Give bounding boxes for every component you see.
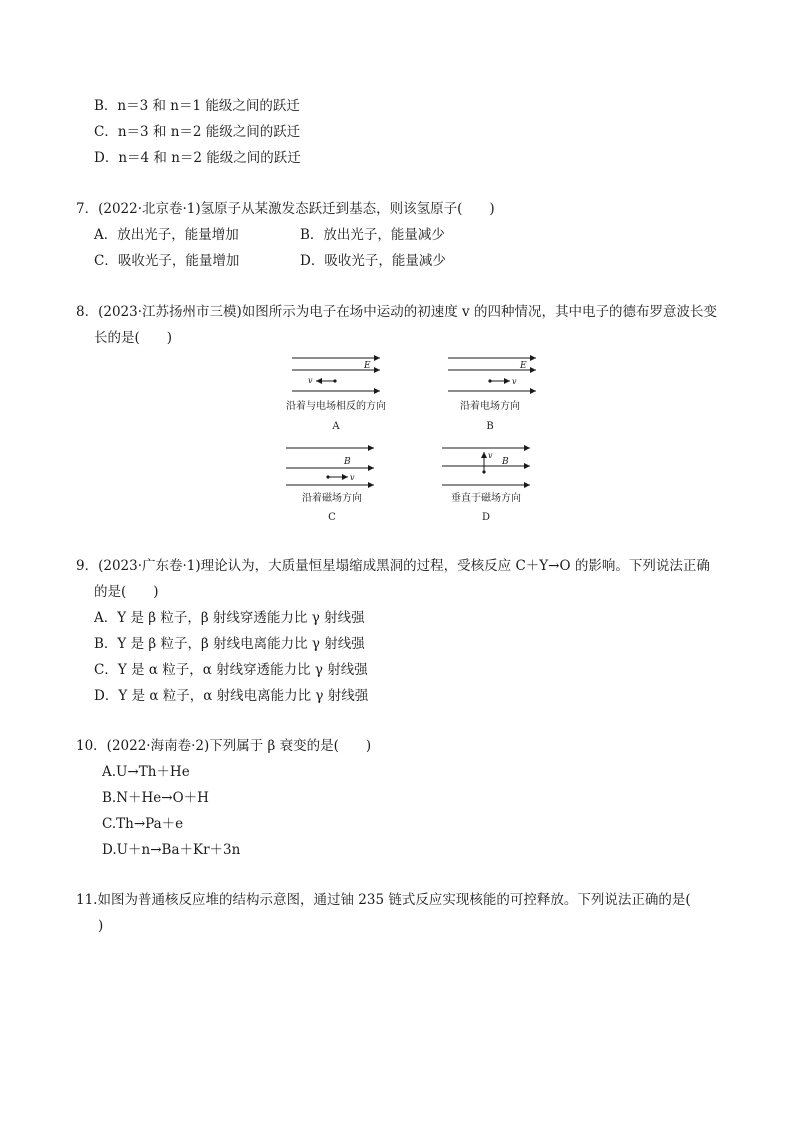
panel-d xyxy=(442,448,530,523)
panel-a xyxy=(286,358,386,432)
q9-option-d: D．Y 是 α 粒子，α 射线电离能力比 γ 射线强 xyxy=(94,688,369,704)
q9-option-c: C．Y 是 α 粒子，α 射线穿透能力比 γ 射线强 xyxy=(94,662,368,678)
q7-option-b: B．放出光子，能量减少 xyxy=(300,227,445,243)
letter-d: D xyxy=(481,512,491,523)
q7-option-c: C．吸收光子，能量增加 xyxy=(94,253,240,269)
q6-option-d: D．n＝4 和 n＝2 能级之间的跃迁 xyxy=(94,150,301,166)
letter-a: A xyxy=(332,421,340,432)
caption-b: 沿着电场方向 xyxy=(460,401,520,412)
caption-c: 沿着磁场方向 xyxy=(302,493,362,504)
q10-option-c: C.Th→Pa＋e xyxy=(102,816,184,832)
q7-option-d: D．吸收光子，能量减少 xyxy=(300,253,446,269)
q10-option-d: D.U＋n→Ba＋Kr＋3n xyxy=(102,842,241,858)
q11-stem-line2: ) xyxy=(98,918,104,934)
label-v-c: v xyxy=(350,473,355,482)
q6-option-c: C．n＝3 和 n＝2 能级之间的跃迁 xyxy=(94,124,301,140)
electron-a xyxy=(333,379,336,382)
label-e-b: E xyxy=(520,361,527,371)
q6-option-b: B．n＝3 和 n＝1 能级之间的跃迁 xyxy=(94,98,300,114)
label-v-a: v xyxy=(308,376,313,385)
letter-c: C xyxy=(328,512,336,523)
q8-figure xyxy=(268,348,548,528)
label-b-d: B xyxy=(502,457,509,467)
q10-option-b: B.N＋He→O＋H xyxy=(102,790,209,806)
q7-option-a: A．放出光子，能量增加 xyxy=(94,227,239,243)
q8-stem-line2: 长的是( ) xyxy=(94,330,173,346)
q8-stem-line1: 8．(2023·江苏扬州市三模)如图所示为电子在场中运动的初速度 v 的四种情况，其中电子的德布罗意波长变 xyxy=(76,304,717,320)
label-e-a: E xyxy=(364,361,371,371)
label-v-d: v xyxy=(488,451,493,460)
q7-stem: 7．(2022·北京卷·1)氢原子从某激发态跃迁到基态，则该氢原子( ) xyxy=(76,201,495,217)
label-b-c: B xyxy=(344,457,351,467)
q11-stem-line1: 11.如图为普通核反应堆的结构示意图，通过铀 235 链式反应实现核能的可控释放。下列说法正确的是( xyxy=(76,892,691,908)
q10-stem: 10．(2022·海南卷·2)下列属于 β 衰变的是( ) xyxy=(76,738,372,754)
q9-option-b: B．Y 是 β 粒子，β 射线电离能力比 γ 射线强 xyxy=(94,636,365,652)
q9-stem-line1: 9．(2023·广东卷·1)理论认为，大质量恒星塌缩成黑洞的过程，受核反应 C＋Y→O 的影响。下列说法正确 xyxy=(76,558,710,574)
q9-stem-line2: 的是( ) xyxy=(94,584,159,600)
q9-option-a: A．Y 是 β 粒子，β 射线穿透能力比 γ 射线强 xyxy=(94,610,365,626)
letter-b: B xyxy=(486,421,494,432)
panel-b xyxy=(448,358,536,432)
label-v-b: v xyxy=(512,377,517,386)
caption-d: 垂直于磁场方向 xyxy=(451,493,521,504)
q10-option-a: A.U→Th＋He xyxy=(102,764,190,780)
panel-c xyxy=(286,448,374,523)
caption-a: 沿着与电场相反的方向 xyxy=(286,401,386,412)
